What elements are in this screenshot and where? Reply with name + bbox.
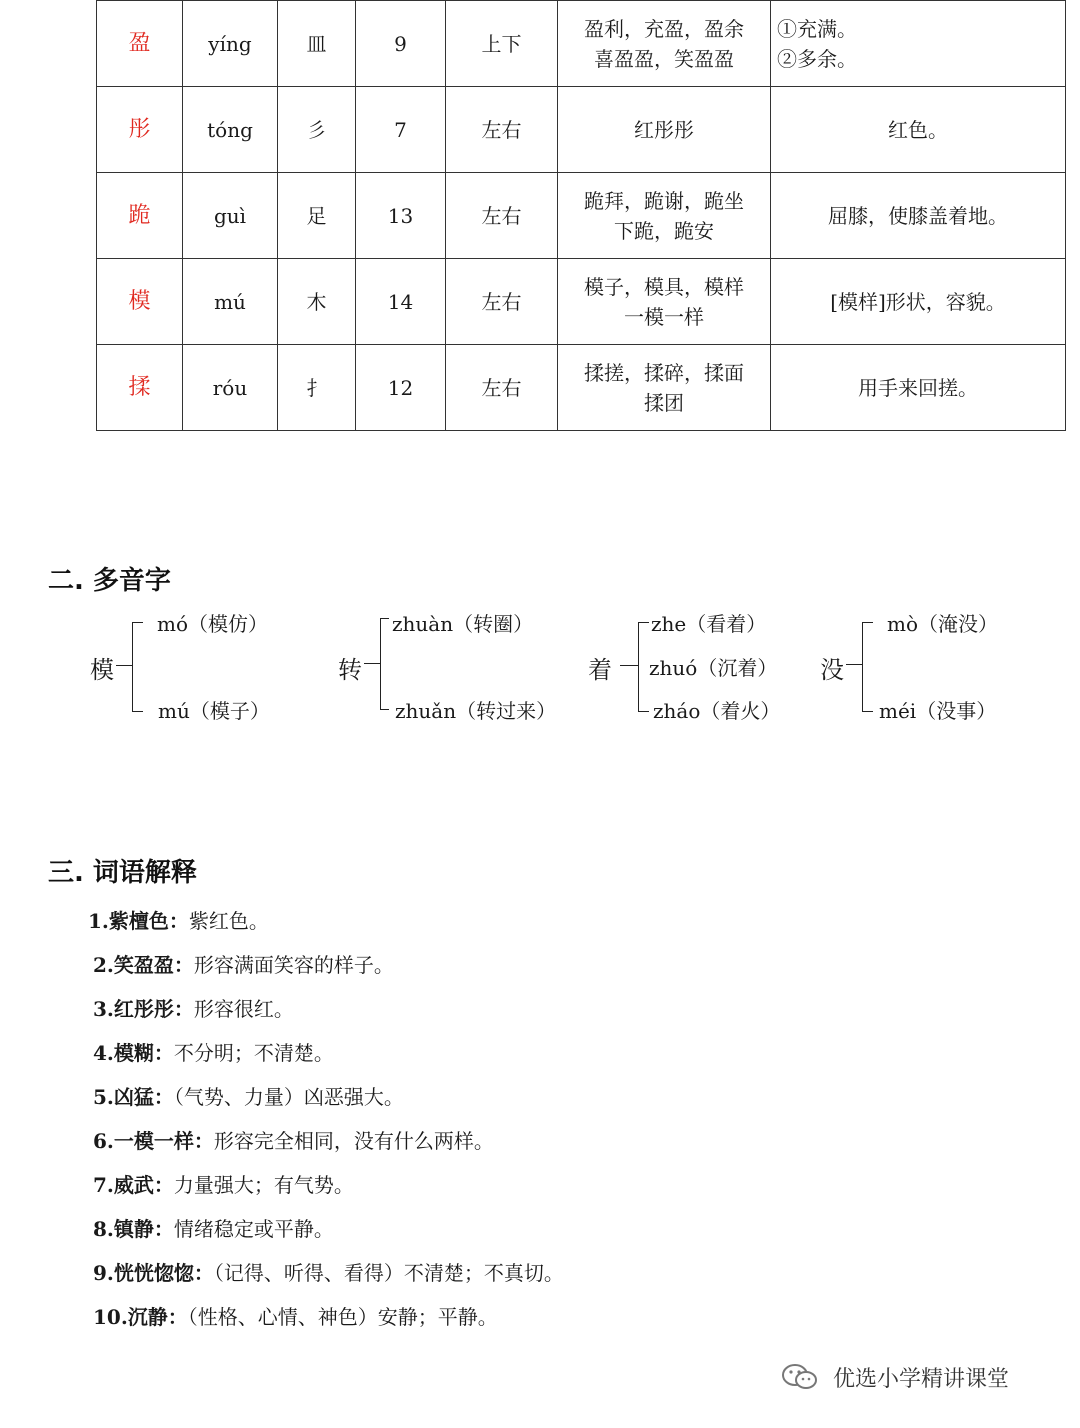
definition-item	[88, 1035, 564, 1079]
definition-term: 凶猛：	[113, 1085, 174, 1109]
character-cell: 揉	[97, 345, 183, 431]
definition-list	[88, 903, 564, 1343]
character-cell: 彤	[97, 87, 183, 173]
words-cell	[558, 259, 771, 345]
definition-number: 8.	[93, 1217, 114, 1241]
meaning-line: 用手来回搓。	[858, 375, 978, 400]
words-cell	[558, 173, 771, 259]
bracket	[638, 622, 649, 712]
meaning-line: ①充满。	[777, 16, 857, 41]
word-line: 揉搓，揉碎，揉面	[584, 360, 744, 385]
definition-text: （记得、听得、看得）不清楚；不真切。	[213, 1261, 564, 1285]
polyphone-reading: zhuǎn（转过来）	[395, 699, 557, 723]
table-row	[97, 1, 1066, 87]
meaning-line: [模样]形状，容貌。	[830, 289, 1006, 314]
word-line: 一模一样	[624, 304, 704, 329]
radical-cell: 彡	[278, 87, 356, 173]
structure-cell: 左右	[446, 87, 558, 173]
bracket	[380, 618, 389, 710]
definition-text: 形容完全相同，没有什么两样。	[213, 1129, 494, 1153]
meaning-cell	[771, 173, 1066, 259]
definition-item	[88, 1123, 564, 1167]
definition-item	[88, 903, 564, 947]
definition-item	[88, 1079, 564, 1123]
character-cell: 模	[97, 259, 183, 345]
pinyin-cell: yíng	[183, 1, 278, 87]
definition-number: 7.	[93, 1173, 114, 1197]
radical-cell: 扌	[278, 345, 356, 431]
polyphone-char: 转	[338, 656, 362, 684]
definition-number: 5.	[93, 1085, 114, 1109]
pinyin-cell: guì	[183, 173, 278, 259]
bracket	[132, 622, 143, 712]
word-line: 下跪，跪安	[614, 218, 714, 243]
definition-item	[88, 1299, 564, 1343]
definition-number: 6.	[93, 1129, 114, 1153]
strokes-cell: 9	[356, 1, 446, 87]
strokes-cell: 14	[356, 259, 446, 345]
meaning-cell	[771, 345, 1066, 431]
pinyin-cell: mú	[183, 259, 278, 345]
watermark-text: 优选小学精讲课堂	[833, 1367, 1010, 1392]
definition-item	[88, 1211, 564, 1255]
character-cell: 盈	[97, 1, 183, 87]
bracket-line	[620, 665, 638, 666]
watermark	[780, 1362, 1009, 1398]
words-cell	[558, 345, 771, 431]
polyphone-reading: mó（模仿）	[157, 612, 269, 636]
definition-text: 紫红色。	[188, 909, 269, 933]
strokes-cell: 7	[356, 87, 446, 173]
definition-term: 一模一样：	[113, 1129, 214, 1153]
definition-number: 1.	[88, 909, 109, 933]
strokes-cell: 13	[356, 173, 446, 259]
structure-cell: 左右	[446, 345, 558, 431]
definition-term: 模糊：	[113, 1041, 174, 1065]
bracket-line	[364, 663, 380, 664]
definition-term: 红彤彤：	[113, 997, 194, 1021]
wechat-icon	[780, 1362, 820, 1398]
definition-term: 笑盈盈：	[113, 953, 194, 977]
word-line: 模子，模具，模样	[584, 274, 744, 299]
definition-term: 恍恍惚惚：	[113, 1261, 214, 1285]
structure-cell: 左右	[446, 173, 558, 259]
word-line: 跪拜，跪谢，跪坐	[584, 188, 744, 213]
polyphone-char: 没	[820, 656, 844, 684]
definition-text: （性格、心情、神色）安静；平静。	[187, 1305, 498, 1329]
meaning-cell	[771, 87, 1066, 173]
meaning-cell	[771, 259, 1066, 345]
meaning-cell	[771, 1, 1066, 87]
definition-item	[88, 947, 564, 991]
words-cell	[558, 87, 771, 173]
definition-item	[88, 991, 564, 1035]
table-row	[97, 259, 1066, 345]
meaning-line: ②多余。	[777, 46, 857, 71]
definition-number: 9.	[93, 1261, 114, 1285]
definition-term: 镇静：	[113, 1217, 174, 1241]
definition-number: 4.	[93, 1041, 114, 1065]
structure-cell: 上下	[446, 1, 558, 87]
table-row	[97, 87, 1066, 173]
radical-cell: 足	[278, 173, 356, 259]
polyphone-reading: méi（没事）	[879, 699, 997, 723]
word-line: 揉团	[644, 390, 684, 415]
definition-term: 威武：	[113, 1173, 174, 1197]
bracket-line	[116, 665, 132, 666]
definition-term: 沉静：	[127, 1305, 188, 1329]
polyphone-reading: zhe（看着）	[651, 612, 767, 636]
strokes-cell: 12	[356, 345, 446, 431]
bracket-line	[846, 664, 862, 665]
polyphone-char: 模	[90, 656, 114, 684]
definition-text: 情绪稳定或平静。	[173, 1217, 334, 1241]
pinyin-cell: tóng	[183, 87, 278, 173]
definition-text: （气势、力量）凶恶强大。	[173, 1085, 404, 1109]
polyphone-reading: mò（淹没）	[887, 612, 999, 636]
character-table	[96, 0, 1066, 431]
polyphone-reading: zhuó（沉着）	[649, 656, 778, 680]
definition-item	[88, 1255, 564, 1299]
character-cell: 跪	[97, 173, 183, 259]
polyphone-reading: mú（模子）	[158, 699, 270, 723]
word-line: 喜盈盈，笑盈盈	[594, 46, 734, 71]
definition-number: 2.	[93, 953, 114, 977]
definition-number: 10.	[93, 1305, 128, 1329]
definition-term: 紫檀色：	[108, 909, 189, 933]
radical-cell: 木	[278, 259, 356, 345]
radical-cell: 皿	[278, 1, 356, 87]
definition-text: 力量强大；有气势。	[173, 1173, 354, 1197]
word-line: 盈利，充盈，盈余	[584, 16, 744, 41]
definition-text: 形容满面笑容的样子。	[193, 953, 394, 977]
meaning-line: 屈膝，使膝盖着地。	[828, 203, 1008, 228]
bracket	[862, 622, 873, 712]
table-row	[97, 173, 1066, 259]
pinyin-cell: róu	[183, 345, 278, 431]
section-title-word-definitions: 三. 词语解释	[48, 858, 197, 888]
polyphone-reading: zhuàn（转圈）	[392, 612, 534, 636]
words-cell	[558, 1, 771, 87]
table-row	[97, 345, 1066, 431]
definition-text: 形容很红。	[193, 997, 294, 1021]
definition-item	[88, 1167, 564, 1211]
polyphone-reading: zháo（着火）	[653, 699, 781, 723]
word-line: 红彤彤	[634, 117, 694, 142]
polyphone-char: 着	[588, 656, 612, 684]
structure-cell: 左右	[446, 259, 558, 345]
meaning-line: 红色。	[888, 117, 948, 142]
section-title-polyphones: 二. 多音字	[48, 566, 171, 596]
definition-text: 不分明；不清楚。	[173, 1041, 334, 1065]
definition-number: 3.	[93, 997, 114, 1021]
